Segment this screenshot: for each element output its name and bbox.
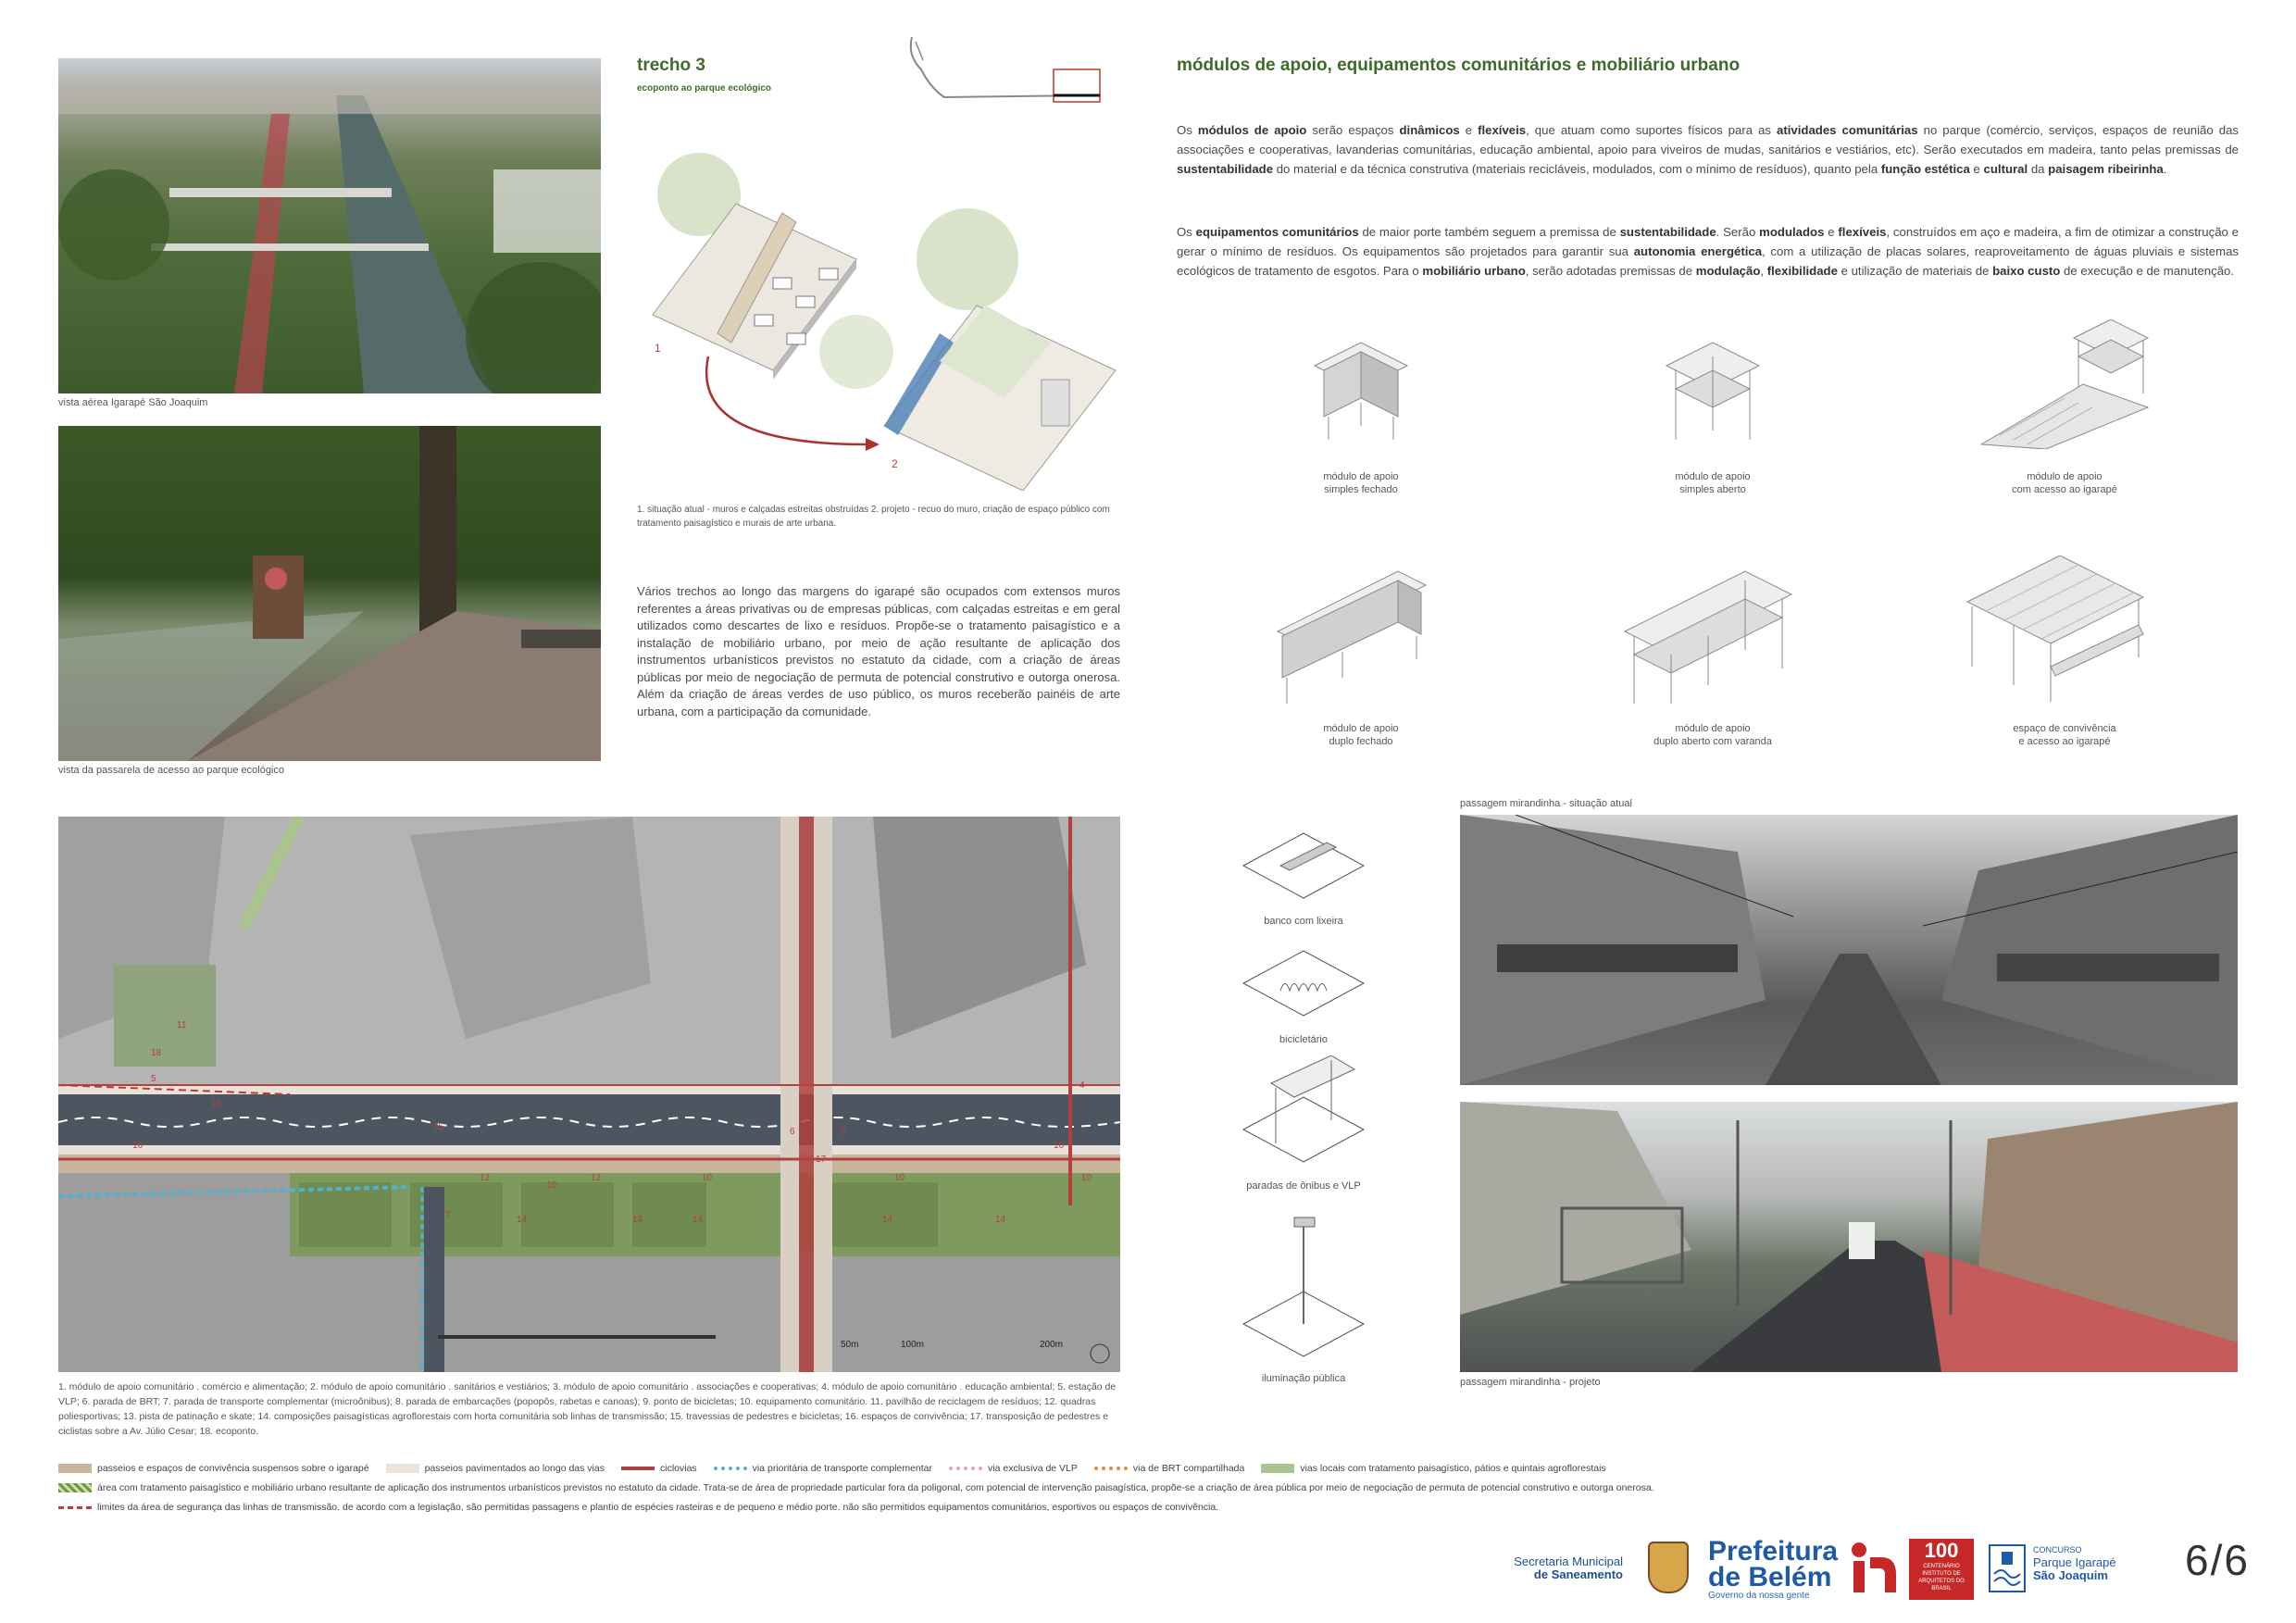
map-label-4: 4 bbox=[1079, 1080, 1085, 1091]
legend-row-1 bbox=[58, 1463, 1623, 1474]
hatched-area-swatch bbox=[58, 1483, 92, 1492]
module-1-label: módulo de apoio simples fechado bbox=[1323, 471, 1399, 495]
module-4-label: módulo de apoio duplo fechado bbox=[1323, 723, 1399, 747]
map-label-12: 12 bbox=[480, 1173, 491, 1183]
paragraph-run: modulação bbox=[1695, 264, 1761, 278]
legend-label: passeios e espaços de convivência suspensos sobre o igarapé bbox=[97, 1463, 369, 1474]
safety-limit-swatch bbox=[58, 1506, 92, 1509]
bicicletario-drawing bbox=[1239, 937, 1368, 1030]
legend-swatch bbox=[58, 1464, 92, 1473]
legend-label: via prioritária de transporte complementar bbox=[752, 1463, 933, 1474]
legend-swatch bbox=[714, 1467, 747, 1470]
boardwalk-photo bbox=[58, 426, 601, 761]
legend-swatch bbox=[1261, 1464, 1294, 1473]
legend-item bbox=[714, 1463, 932, 1474]
map-label-6a: 6 bbox=[790, 1127, 795, 1137]
module-simples-aberto-drawing bbox=[1657, 338, 1768, 440]
paragraph-run: autonomia energética bbox=[1633, 244, 1763, 258]
map-label-11: 11 bbox=[177, 1020, 187, 1030]
trecho-title: trecho 3 bbox=[637, 56, 705, 75]
paragraph-run: sustentabilidade bbox=[1177, 162, 1274, 176]
legend-item bbox=[621, 1463, 697, 1474]
map-label-5: 5 bbox=[151, 1074, 156, 1084]
paragraph-run: serão espaços bbox=[1306, 123, 1400, 137]
map-notes: 1. módulo de apoio comunitário . comércio e alimentação; 2. módulo de apoio comunitário . sanitários e vestiários; 3. módulo de apoio comunitário . associações e cooperativas; 4. módulo de apoio comunitário . educação ambiental; 5. estação de VLP; 6. parada de BRT; 7. parada de transporte complementar (microônibus); 8. parada de embarcações (popopôs, rabetas e canoas); 9. ponto de bicicletas; 10. equipamento comunitário. 11. pavilhão de reciclagem de resíduos; 12. quadras poliesportivas; 13. pista de patinação e skate; 14. composições paisagísticas agroflorestais com horta comunitária sob linhas de transmissão; 15. travessias de pedestres e bicicletas; 16. espaços de convivência; 17. transposição de pedestres e ciclistas sobre a Av. Júlio Cesar; 18. ecoponto. bbox=[58, 1381, 1117, 1437]
map-label-14b: 14 bbox=[632, 1215, 643, 1225]
modulos-title: módulos de apoio, equipamentos comunitários e mobiliário urbano bbox=[1177, 56, 1741, 75]
paragraph-run: dinâmicos bbox=[1399, 123, 1460, 137]
concurso-logo-text: CONCURSO Parque Igarapé São Joaquim bbox=[2033, 1545, 2116, 1582]
paragraph-run: . Serão bbox=[1716, 225, 1760, 239]
iab-logo-mark bbox=[1842, 1539, 1898, 1594]
paragraph-run: da bbox=[2028, 162, 2049, 176]
modulos-paragraph-1 bbox=[1177, 120, 2239, 179]
legend-item bbox=[1094, 1463, 1244, 1474]
secretaria-logo: Secretaria Municipal de Saneamento bbox=[1514, 1554, 1623, 1581]
legend-swatch bbox=[1094, 1467, 1128, 1470]
paragraph-run: , com a utilização de placas solares, reaproveitamento de águas pluviais e sistemas ecológicos de tratamento de esgotos. Para o bbox=[1177, 244, 2239, 278]
paragraph-run: atividades comunitárias bbox=[1777, 123, 1918, 137]
paragraph-run: flexibilidade bbox=[1766, 264, 1838, 278]
passagem-atual-photo bbox=[1460, 815, 2238, 1085]
legend-label: passeios pavimentados ao longo das vias bbox=[424, 1463, 605, 1474]
module-2-label: módulo de apoio simples aberto bbox=[1675, 471, 1751, 495]
legend-item bbox=[386, 1463, 605, 1474]
concurso-icon bbox=[1989, 1544, 2026, 1592]
parada-onibus-drawing bbox=[1239, 1055, 1368, 1176]
passagem-projeto-caption: passagem mirandinha - projeto bbox=[1460, 1377, 1601, 1388]
legend-label: via de BRT compartilhada bbox=[1132, 1463, 1245, 1474]
module-duplo-aberto-drawing bbox=[1616, 567, 1801, 705]
map-label-15: 15 bbox=[433, 1122, 444, 1132]
modulos-paragraph-2 bbox=[1177, 222, 2239, 281]
before-label: 1 bbox=[655, 342, 661, 355]
module-6-label: espaço de convivência e acesso ao igarapé bbox=[2013, 723, 2116, 747]
paragraph-run: . bbox=[2163, 162, 2167, 176]
paragraph-run: , que atuam como suportes físicos para as bbox=[1526, 123, 1778, 137]
map-label-17: 17 bbox=[816, 1155, 827, 1165]
map-label-12b: 12 bbox=[591, 1173, 602, 1183]
before-after-diagram bbox=[634, 148, 1143, 491]
legend-label: via exclusiva de VLP bbox=[988, 1463, 1078, 1474]
legend-hatched-text: área com tratamento paisagístico e mobiliário urbano resultante de aplicação dos instrumentos urbanísticos previstos no estatuto da cidade. Trata-se de área de propriedade particular fora da poligonal, com potencial de intervenção paisagística, propõe-se a criação de área pública por meio de negociação de permuta de potencial construtivo e outorga onerosa. bbox=[97, 1482, 1654, 1493]
after-label: 2 bbox=[892, 457, 898, 470]
legend-limit-text: limites da área de segurança das linhas de transmissão. de acordo com a legislação, são permitidas passagens e plantio de espécies rasteiras e de pequeno e médio porte. não são permitidos equipamentos comunitários, esportivos ou espaços de convivência. bbox=[97, 1502, 1219, 1513]
paragraph-run: , bbox=[1760, 264, 1767, 278]
legend-item bbox=[949, 1463, 1078, 1474]
paragraph-run: de maior porte também seguem a premissa de bbox=[1358, 225, 1620, 239]
mobiliario-1-label: banco com lixeira bbox=[1264, 916, 1343, 927]
prefeitura-logo: Prefeitura de Belém Governo da nossa gente bbox=[1708, 1536, 1839, 1601]
iab-centenario-badge: 100 CENTENÁRIO INSTITUTO DE ARQUITETOS DO BRASIL bbox=[1909, 1539, 1974, 1600]
paragraph-run: flexíveis bbox=[1838, 225, 1887, 239]
paragraph-run: no parque (comércio, serviços, espaços de reunião das associações e cooperativas, lavanderias comunitárias, educação ambiental, apoio para viveiros de mudas, sanitários e vestiários, etc). Serão executados em madeira, tanto pelas premissas de bbox=[1177, 123, 2239, 156]
location-key-map bbox=[903, 32, 1106, 116]
paragraph-run: do material e da técnica construtiva (materiais recicláveis, modulados, com o mínimo de resíduos), quanto pela bbox=[1273, 162, 1881, 176]
legend-label: vias locais com tratamento paisagístico, pátios e quintais agroflorestais bbox=[1300, 1463, 1606, 1474]
legend-swatch bbox=[386, 1464, 419, 1473]
boardwalk-photo-caption: vista da passarela de acesso ao parque ecológico bbox=[58, 765, 284, 776]
paragraph-run: e bbox=[1969, 162, 1984, 176]
map-label-18: 18 bbox=[151, 1048, 162, 1058]
module-simples-fechado-drawing bbox=[1305, 338, 1416, 440]
paragraph-run: de execução e de manutenção. bbox=[2060, 264, 2235, 278]
paragraph-run: sustentabilidade bbox=[1619, 225, 1716, 239]
passagem-projeto-photo bbox=[1460, 1102, 2238, 1372]
map-label-16c: 16 bbox=[132, 1141, 144, 1151]
paragraph-run: módulos de apoio bbox=[1197, 123, 1307, 137]
map-label-14a: 14 bbox=[517, 1215, 528, 1225]
legend-label: ciclovias bbox=[659, 1463, 697, 1474]
banco-lixeira-drawing bbox=[1239, 819, 1368, 912]
legend-item bbox=[58, 1463, 369, 1474]
diagram-caption: 1. situação atual - muros e calçadas estreitas obstruídas 2. projeto - recuo do muro, criação de espaço público com tratamento paisagístico e murais de arte urbana. bbox=[637, 505, 1110, 529]
paragraph-run: função estética bbox=[1880, 162, 1970, 176]
paragraph-run: Os bbox=[1177, 123, 1198, 137]
legend-swatch bbox=[949, 1467, 982, 1470]
site-plan-map bbox=[58, 817, 1120, 1372]
paragraph-run: , construídos em aço e madeira, a fim de otimizar a construção e gerar o mínimo de resíduos. Os equipamentos são projetados para garantir sua bbox=[1177, 225, 2239, 258]
page-number: 6/6 bbox=[2185, 1536, 2250, 1584]
mobiliario-4-label: iluminação pública bbox=[1261, 1373, 1346, 1384]
iluminacao-drawing bbox=[1239, 1213, 1368, 1370]
trecho-body: Vários trechos ao longo das margens do igarapé são ocupados com extensos muros referentes a áreas privativas ou de empresas públicas, com calçadas estreitas e em geral utilizados como descartes de lixo e resíduos. Propõe-se o tratamento paisagístico e a instalação de mobiliário urbano, por meio de ação resultante de aplicação dos instrumentos urbanísticos previstos no estatuto da cidade, com a criação de áreas públicas por meio de negociação de permuta de potencial construtivo e outorga onerosa. Além da criação de áreas verdes de uso público, os muros receberão painéis de arte urbana, com a participação da comunidade. bbox=[637, 584, 1120, 718]
belem-coat-of-arms bbox=[1648, 1542, 1689, 1593]
module-acesso-igarape-drawing bbox=[1972, 319, 2157, 449]
paragraph-run: modulados bbox=[1759, 225, 1825, 239]
paragraph-run: Os bbox=[1177, 225, 1196, 239]
paragraph-run: mobiliário urbano bbox=[1422, 264, 1526, 278]
map-label-16b: 16 bbox=[1054, 1141, 1065, 1151]
mobiliario-3-label: paradas de ônibus e VLP bbox=[1246, 1180, 1361, 1192]
scale-100m: 100m bbox=[901, 1340, 925, 1350]
map-label-10d: 10 bbox=[1081, 1173, 1092, 1183]
legend-row-3 bbox=[58, 1502, 1218, 1513]
scale-50m: 50m bbox=[841, 1340, 859, 1350]
paragraph-run: e bbox=[1459, 123, 1479, 137]
legend-item bbox=[1261, 1463, 1605, 1474]
map-label-10a: 10 bbox=[546, 1180, 557, 1191]
map-label-10c: 10 bbox=[894, 1173, 905, 1183]
aerial-photo-caption: vista aérea Igarapé São Joaquim bbox=[58, 397, 208, 408]
mobiliario-2-label: bicicletário bbox=[1279, 1034, 1328, 1045]
paragraph-run: cultural bbox=[1983, 162, 2028, 176]
module-3-label: módulo de apoio com acesso ao igarapé bbox=[2012, 471, 2117, 495]
passagem-atual-caption: passagem mirandinha - situação atual bbox=[1460, 798, 1632, 809]
paragraph-run: , serão adotadas premissas de bbox=[1525, 264, 1696, 278]
map-label-6b: 6 bbox=[841, 1127, 846, 1137]
espaco-convivencia-drawing bbox=[1958, 556, 2152, 704]
scale-200m: 200m bbox=[1040, 1340, 1064, 1350]
map-label-14c: 14 bbox=[693, 1215, 704, 1225]
trecho-subtitle: ecoponto ao parque ecológico bbox=[637, 83, 772, 94]
paragraph-run: flexíveis bbox=[1478, 123, 1527, 137]
map-label-14e: 14 bbox=[995, 1215, 1006, 1225]
legend-row-2 bbox=[58, 1482, 1654, 1493]
map-label-14d: 14 bbox=[882, 1215, 893, 1225]
paragraph-run: e utilização de materiais de bbox=[1837, 264, 1993, 278]
paragraph-run: baixo custo bbox=[1992, 264, 2061, 278]
module-duplo-fechado-drawing bbox=[1268, 567, 1435, 705]
paragraph-run: equipamentos comunitários bbox=[1195, 225, 1359, 239]
aerial-photo bbox=[58, 58, 601, 393]
legend-swatch bbox=[621, 1467, 655, 1470]
map-label-10b: 10 bbox=[702, 1173, 713, 1183]
paragraph-run: paisagem ribeirinha bbox=[2048, 162, 2164, 176]
paragraph-run: e bbox=[1824, 225, 1839, 239]
map-label-7: 7 bbox=[445, 1210, 451, 1220]
module-5-label: módulo de apoio duplo aberto com varanda bbox=[1653, 723, 1772, 747]
map-label-16a: 16 bbox=[211, 1099, 222, 1109]
